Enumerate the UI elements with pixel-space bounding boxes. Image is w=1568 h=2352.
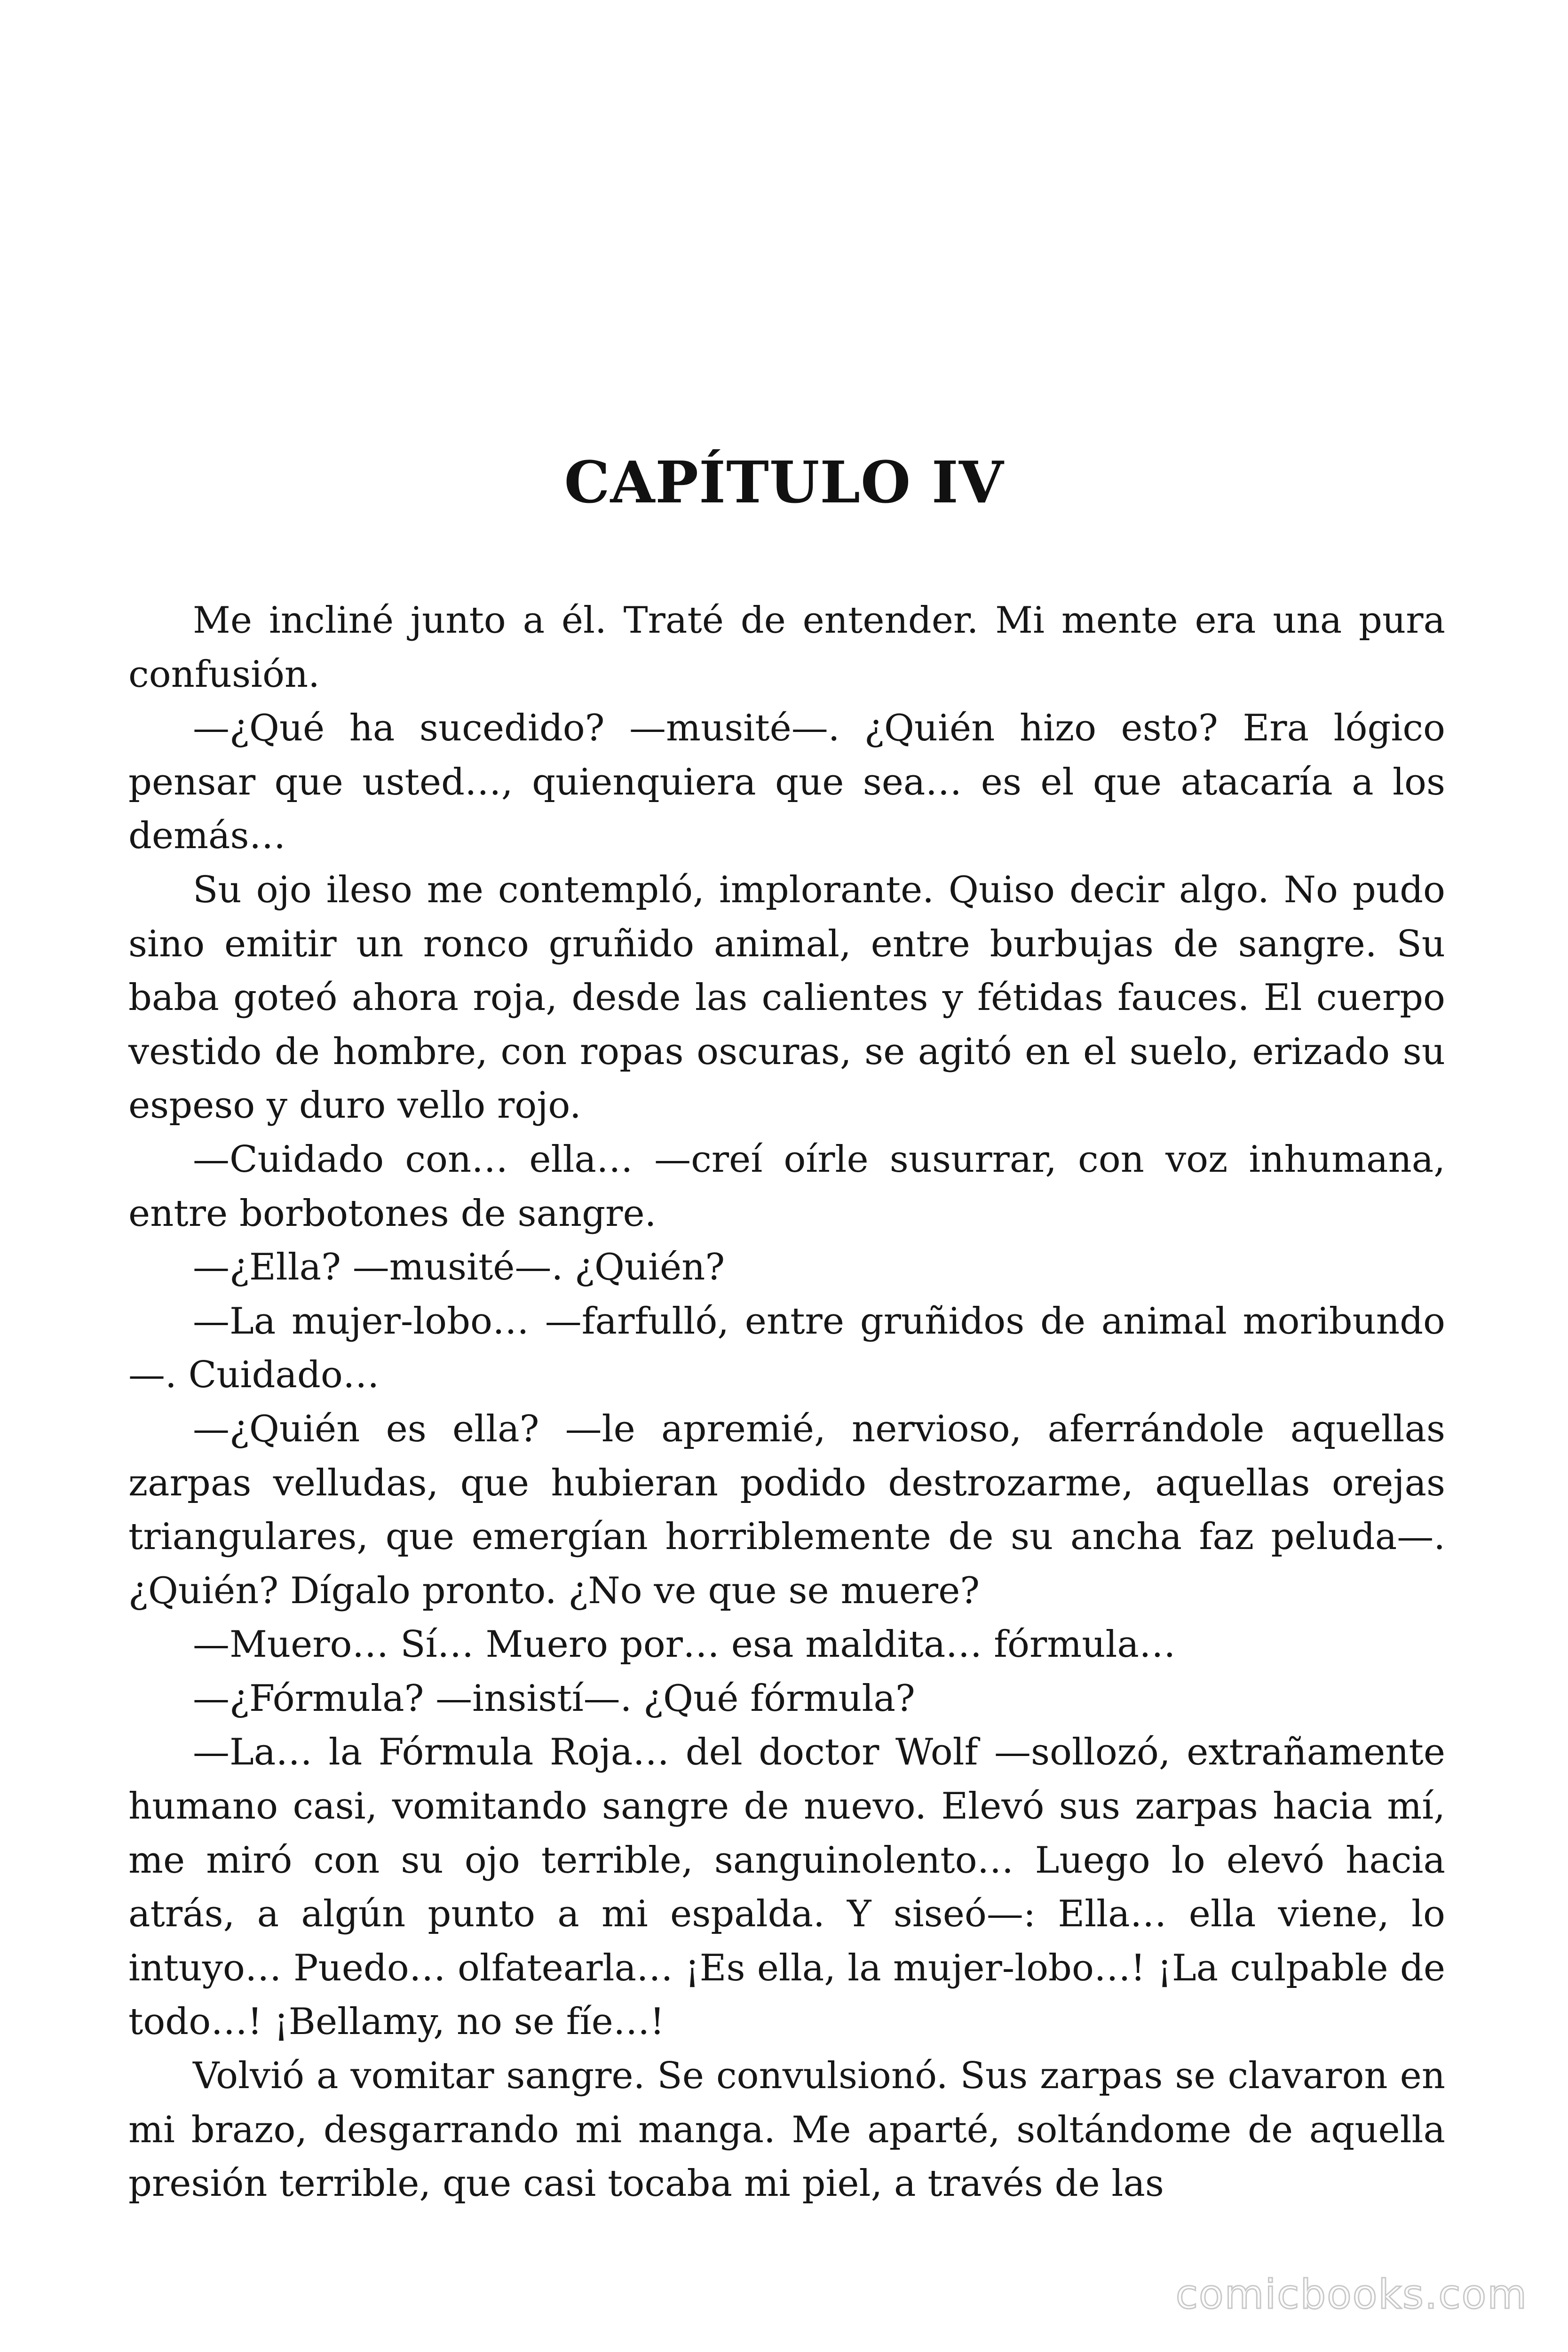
paragraph-6: —La mujer-lobo… —farfulló, entre gruñidos de animal moribundo—. Cuidado…: [128, 1300, 1445, 1397]
paragraph-9: —¿Fórmula? —insistí—. ¿Qué fórmula?: [193, 1677, 915, 1720]
paragraph-11: Volvió a vomitar sangre. Se convulsionó. Sus zarpas se clavaron en mi brazo, desgarrando mi manga. Me aparté, soltándome de aquella presión terrible, que casi tocaba mi piel, a través de las: [128, 2055, 1445, 2205]
paragraph-7: —¿Quién es ella? —le apremié, nervioso, aferrándole aquellas zarpas velludas, que hubieran podido destrozarme, aquellas orejas triangulares, que emergían horriblemente de su ancha faz peluda—. ¿Quién? Dígalo pronto. ¿No ve que se muere?: [128, 1407, 1445, 1612]
paragraph-4: —Cuidado con… ella… —creí oírle susurrar, con voz inhumana, entre borbotones de sangre.: [128, 1138, 1445, 1235]
paragraph-2: —¿Qué ha sucedido? —musité—. ¿Quién hizo esto? Era lógico pensar que usted…, quienquiera que sea… es el que atacaría a los demás…: [128, 707, 1445, 858]
paragraph-8: —Muero… Sí… Muero por… esa maldita… fórmula…: [193, 1623, 1176, 1666]
watermark: comicbooks.com: [1175, 2271, 1528, 2318]
paragraph-3: Su ojo ileso me contempló, implorante. Quiso decir algo. No pudo sino emitir un ronco gruñido animal, entre burbujas de sangre. Su baba goteó ahora roja, desde las calientes y fétidas fauces. El cuerpo vestido de hombre, con ropas oscuras, se agitó en el suelo, erizado su espeso y duro vello rojo.: [128, 868, 1445, 1127]
chapter-title: CAPÍTULO IV: [564, 448, 1004, 516]
paragraph-10: —La… la Fórmula Roja… del doctor Wolf —sollozó, extrañamente humano casi, vomitando sangre de nuevo. Elevó sus zarpas hacia mí, me miró con su ojo terrible, sanguinolento… Luego lo elevó hacia atrás, a algún punto a mi espalda. Y siseó—: Ella… ella viene, lo intuyo… Puedo… olfatearla… ¡Es ella, la mujer-lobo…! ¡La culpable de todo…! ¡Bellamy, no se fíe…!: [128, 1731, 1445, 2043]
paragraph-5: —¿Ella? —musité—. ¿Quién?: [193, 1246, 725, 1289]
paragraph-1: Me incliné junto a él. Traté de entender. Mi mente era una pura confusión.: [128, 599, 1445, 696]
chapter-body: [128, 594, 1445, 2211]
